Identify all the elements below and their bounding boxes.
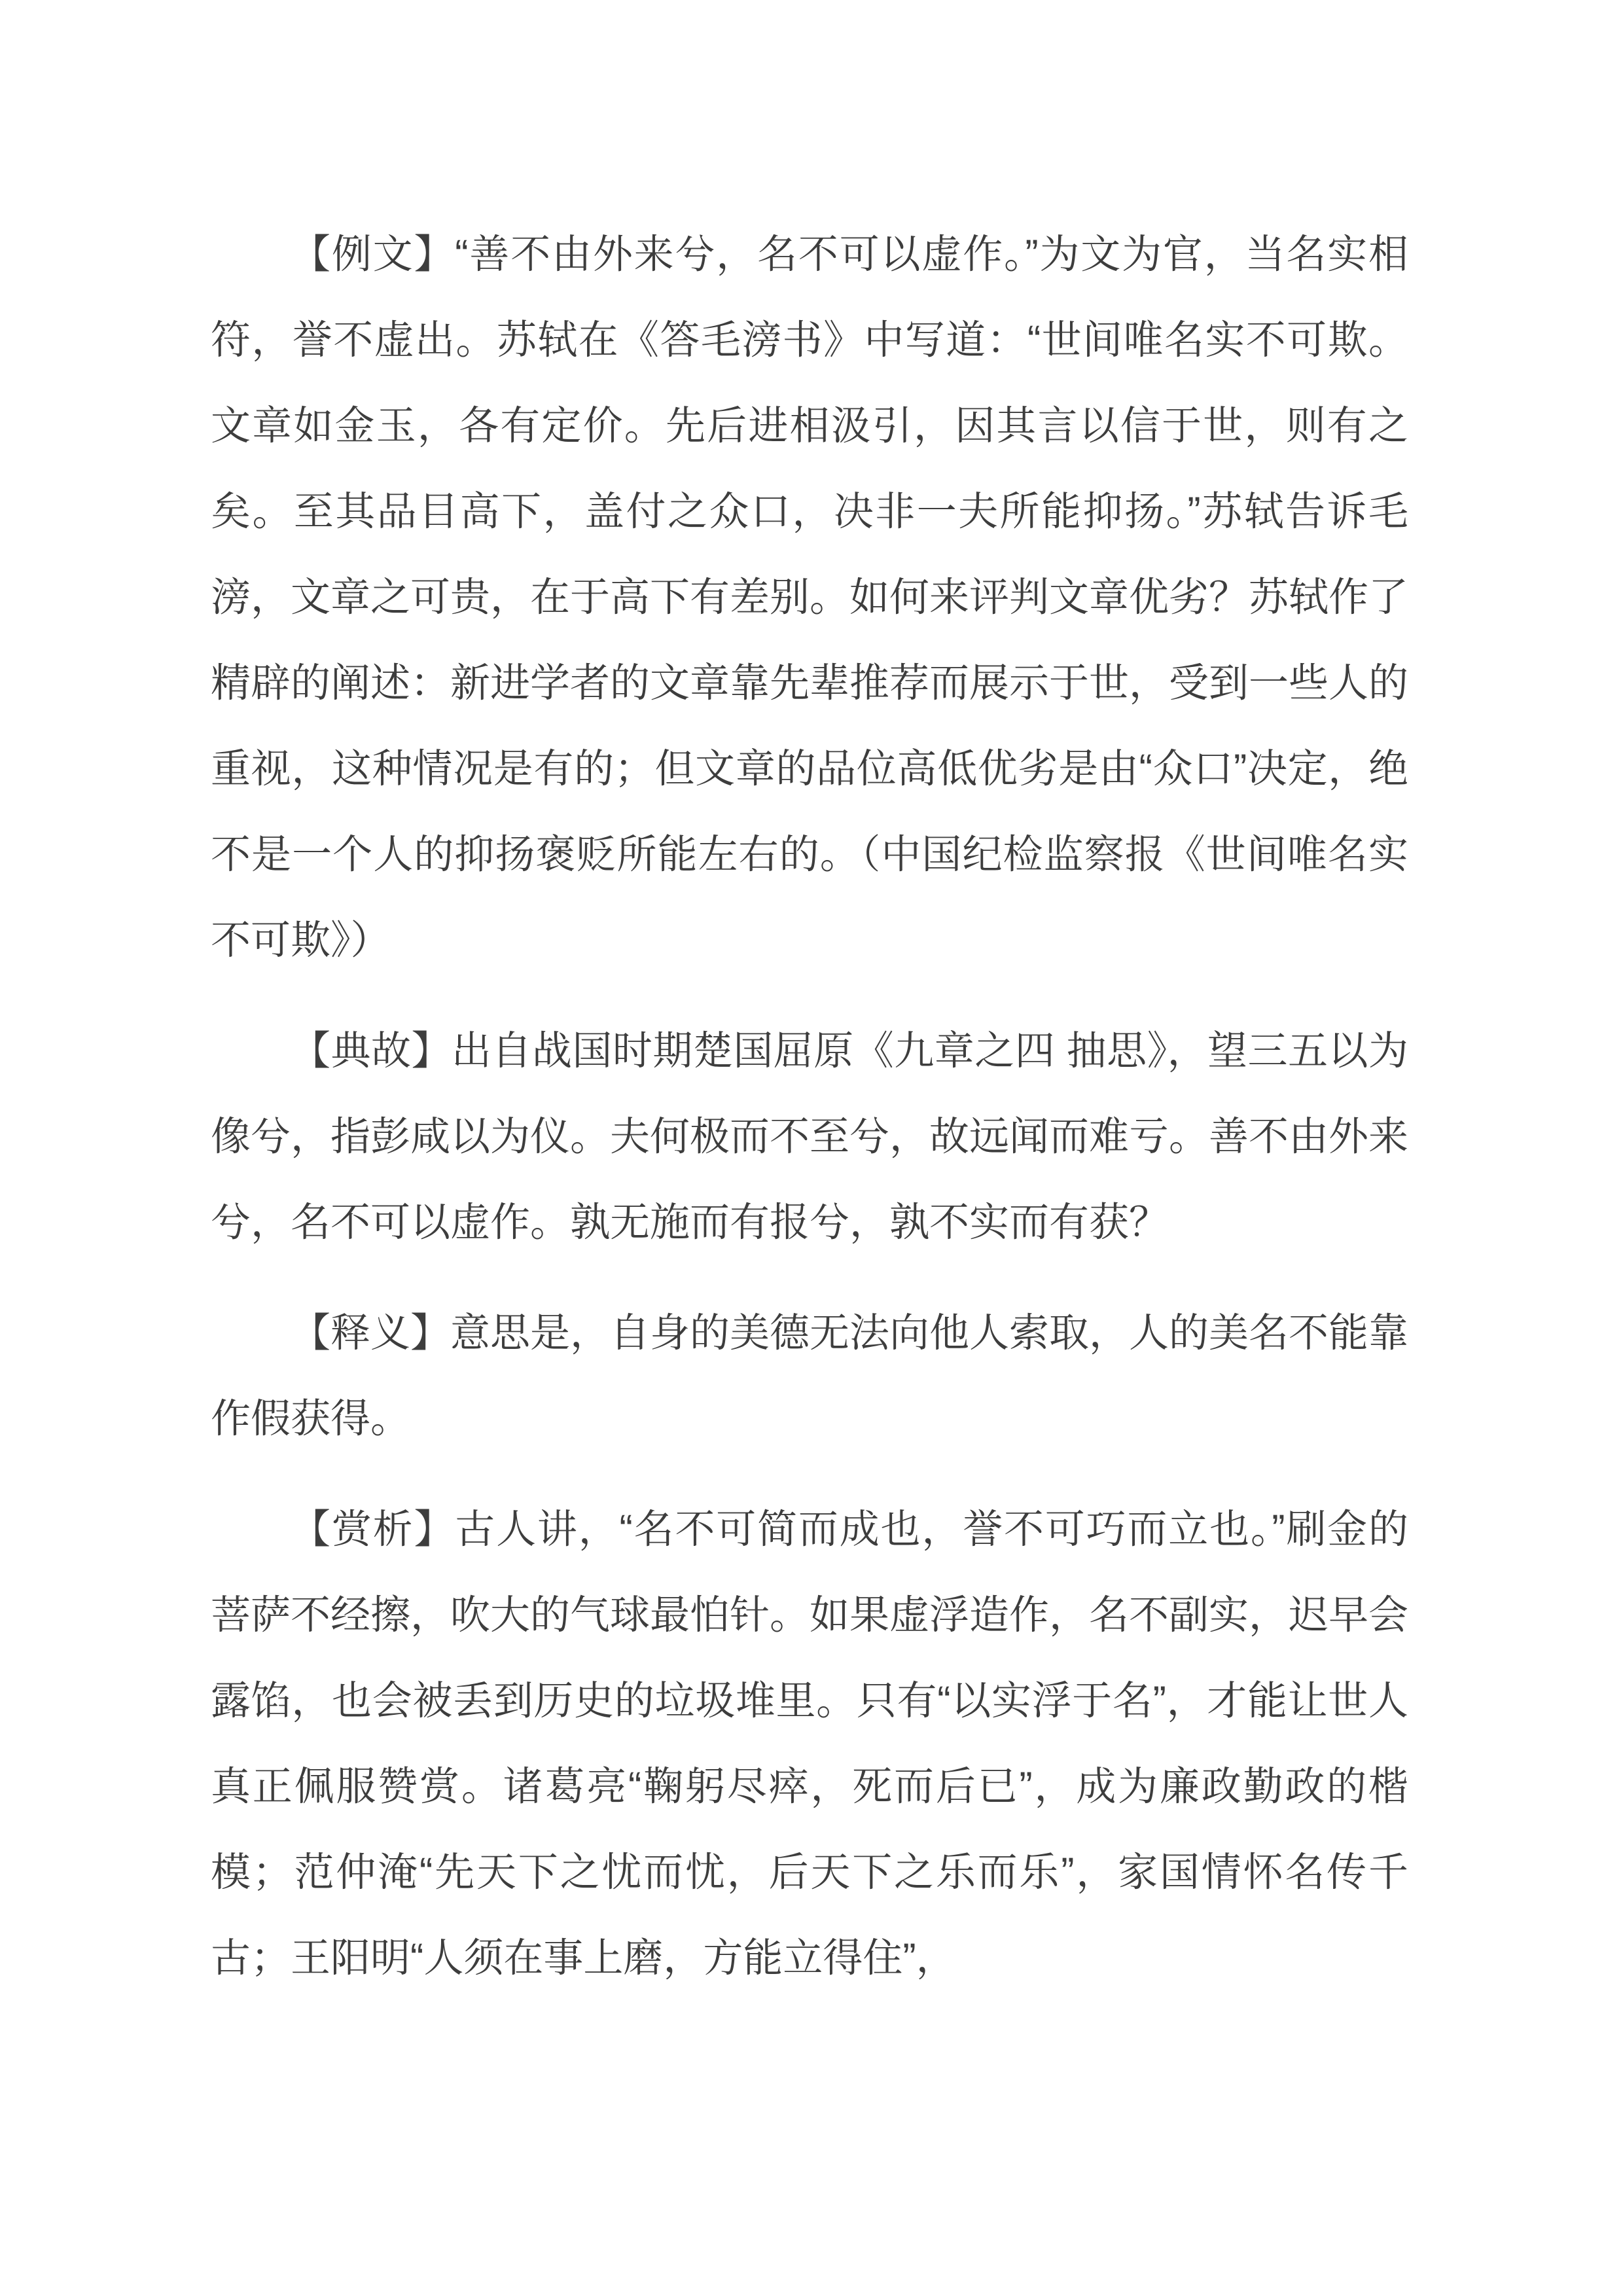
paragraph-shiyi-definition: 【释义】意思是，自身的美德无法向他人索取，人的美名不能靠作假获得。 [211,1310,1409,1441]
paragraph-shangxi-appreciation: 【赏析】古人讲，“名不可简而成也，誉不可巧而立也。”刷金的菩萨不经擦，吹大的气球最怕针。如果虚浮造作，名不副实，迟早会露馅，也会被丢到历史的垃圾堆里。只有“以实浮于名”，才能让世人真正佩服赞赏。诸葛亮“鞠躬尽瘁，死而后已”，成为廉政勤政的楷模；范仲淹“先天下之忧而忧，后天下之乐而乐”，家国情怀名传千古；王阳明“人须在事上磨，方能立得住”， [211,1507,1409,1980]
paragraph-liwen-example: 【例文】“善不由外来兮，名不可以虚作。”为文为官，当名实相符，誉不虚出。苏轼在《答毛滂书》中写道：“世间唯名实不可欺。文章如金玉，各有定价。先后进相汲引，因其言以信于世，则有之矣。至其品目高下，盖付之众口，决非一夫所能抑扬。”苏轼告诉毛滂，文章之可贵，在于高下有差别。如何来评判文章优劣？苏轼作了精辟的阐述：新进学者的文章靠先辈推荐而展示于世，受到一些人的重视，这种情况是有的；但文章的品位高低优劣是由“众口”决定，绝不是一个人的抑扬褒贬所能左右的。（中国纪检监察报《世间唯名实不可欺》） [211,232,1409,962]
paragraph-diangu-allusion: 【典故】出自战国时期楚国屈原《九章之四 抽思》，望三五以为像兮，指彭咸以为仪。夫何极而不至兮，故远闻而难亏。善不由外来兮，名不可以虚作。孰无施而有报兮，孰不实而有获？ [211,1028,1409,1244]
